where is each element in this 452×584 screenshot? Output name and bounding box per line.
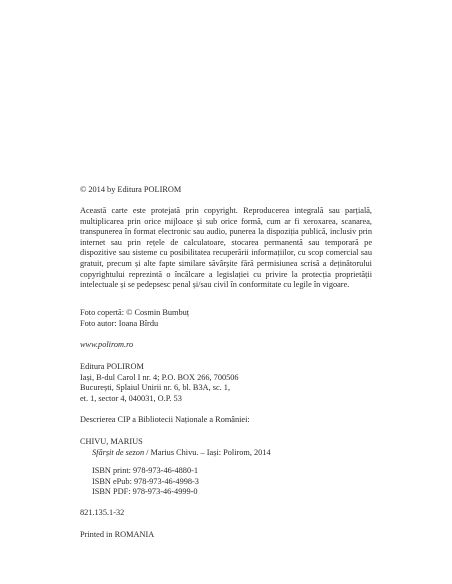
cip-title-line <box>80 448 372 459</box>
publisher-block <box>80 362 372 404</box>
author-photo-credit: Foto autor: Ioana Bîrdu <box>80 318 159 328</box>
publisher-address-iasi: Iași, B-dul Carol I nr. 4; P.O. BOX 266, 700506 <box>80 372 239 382</box>
cip-author: CHIVU, MARIUS <box>80 437 143 446</box>
isbn-epub: ISBN ePub: 978-973-46-4998-3 <box>92 476 199 486</box>
photo-credits <box>80 308 372 329</box>
publisher-address-sector: et. 1, sector 4, 040031, O.P. 53 <box>80 393 182 403</box>
isbn-block <box>80 466 372 498</box>
cip-title: Sfârșit de sezon <box>92 447 145 457</box>
copyright-line: © 2014 by Editura POLIROM <box>80 185 182 194</box>
isbn-print: ISBN print: 978-973-46-4880-1 <box>92 466 199 475</box>
cip-record <box>80 437 372 458</box>
publisher-address-bucuresti: București, Splaiul Unirii nr. 6, bl. B3A, sc. 1, <box>80 383 231 393</box>
cover-photo-credit: Foto copertă: © Cosmin Bumbuț <box>80 308 190 317</box>
publisher-website: www.polirom.ro <box>80 340 134 349</box>
printed-in: Printed in ROMANIA <box>80 530 155 539</box>
cip-imprint: / Marius Chivu. – Iași: Polirom, 2014 <box>144 447 271 457</box>
classification-code: 821.135.1-32 <box>80 508 125 517</box>
isbn-pdf: ISBN PDF: 978-973-46-4999-0 <box>92 487 198 497</box>
publisher-name: Editura POLIROM <box>80 362 144 371</box>
cip-heading: Descrierea CIP a Bibliotecii Naționale a României: <box>80 415 250 424</box>
rights-notice: Această carte este protejată prin copyright. Reproducerea integrală sau parțială, multiplicarea prin orice mijloace și sub orice formă, cum ar fi xeroxarea, scanarea, transpunerea în format electronic sau audio, punerea la dispoziția publică, inclusiv prin internet sau prin rețele de calculatoare, stocarea permanentă sau temporară pe dispozitive sau sisteme cu posibilitatea recuperării informațiilor, cu scop comercial sau gratuit, precum și alte fapte similare săvârșite fără permisiunea scrisă a deținătorului copyrightului reprezintă o încălcare a legislației cu privire la protecția proprietății intelectuale și se pedepsesc penal și/sau civil în conformitate cu legile în vigoare. <box>80 206 372 290</box>
